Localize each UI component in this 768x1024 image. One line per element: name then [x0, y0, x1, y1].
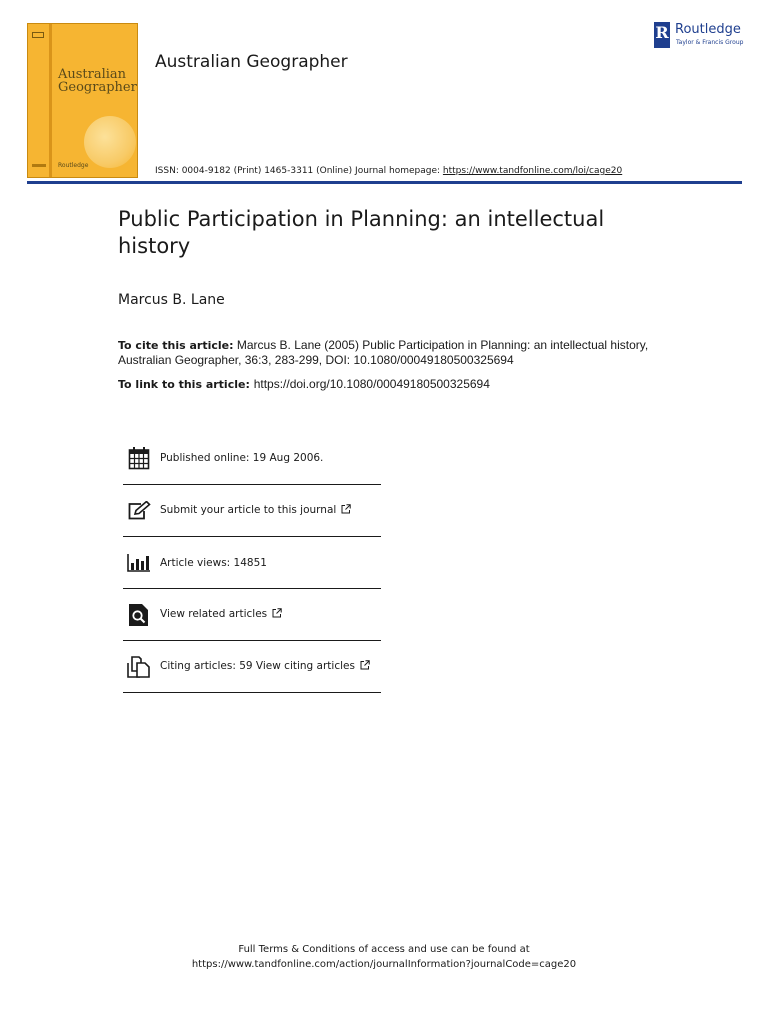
cover-issn-mark — [32, 32, 44, 38]
related-articles-link[interactable] — [160, 608, 282, 621]
external-link-icon — [341, 504, 351, 517]
citation-block — [118, 338, 678, 368]
cover-globe-graphic — [84, 116, 136, 168]
permalink-label: To link to this article: — [118, 378, 254, 391]
publisher-logo-name: Routledge — [675, 22, 741, 37]
related-articles-label: View related articles — [160, 608, 268, 620]
publisher-logo-mark: R — [654, 22, 670, 48]
metric-published — [123, 432, 381, 485]
submit-article-label: Submit your article to this journal — [160, 504, 337, 516]
citing-articles-link[interactable] — [160, 660, 370, 673]
publisher-logo — [654, 22, 744, 50]
article-metrics-list — [123, 432, 381, 693]
issn-line — [155, 166, 622, 176]
submit-article-link[interactable] — [160, 504, 351, 517]
article-views-text: Article views: 14851 — [160, 556, 267, 569]
article-title: Public Participation in Planning: an intellectual history — [118, 207, 605, 258]
article-author: Marcus B. Lane — [118, 292, 225, 308]
edit-icon — [127, 499, 151, 523]
citation-label: To cite this article: — [118, 339, 234, 352]
journal-name: Australian Geographer — [155, 52, 348, 72]
permalink-line — [118, 377, 490, 391]
published-date-text: Published online: 19 Aug 2006. — [160, 452, 324, 464]
header-divider — [27, 181, 742, 184]
cover-publisher: Routledge — [58, 162, 89, 169]
metric-related[interactable] — [123, 589, 381, 641]
external-link-icon — [272, 608, 282, 621]
cover-title: Australian Geographer — [58, 67, 137, 95]
cover-spine — [49, 24, 52, 177]
citing-articles-label: Citing articles: 59 View citing articles — [160, 660, 355, 672]
cover-mini-mark — [32, 164, 46, 167]
issn-text: ISSN: 0004-9182 (Print) 1465-3311 (Online) Journal homepage: — [155, 166, 443, 176]
external-link-icon — [360, 660, 370, 673]
citation-text: Marcus B. Lane (2005) Public Participation in Planning: an intellectual history, Australian Geographer, 36:3, 283-299, DOI: — [118, 338, 649, 367]
publisher-logo-subtitle: Taylor & Francis Group — [676, 39, 744, 46]
calendar-icon — [127, 446, 151, 470]
permalink-url[interactable]: https://doi.org/10.1080/00049180500325694 — [253, 377, 490, 391]
journal-homepage-link[interactable]: https://www.tandfonline.com/loi/cage20 — [442, 166, 623, 176]
metric-submit[interactable] — [123, 485, 381, 537]
journal-cover-image — [27, 23, 138, 178]
metric-views — [123, 537, 381, 589]
terms-footer-url[interactable]: https://www.tandfonline.com/action/journalInformation?journalCode=cage20 — [191, 959, 577, 970]
doi-link[interactable]: 10.1080/00049180500325694 — [353, 353, 514, 367]
search-document-icon — [127, 603, 151, 627]
copy-documents-icon — [127, 655, 151, 679]
terms-footer — [0, 942, 768, 972]
terms-footer-line1: Full Terms & Conditions of access and use can be found at — [238, 944, 530, 955]
bar-chart-icon — [127, 551, 151, 575]
metric-citing[interactable] — [123, 641, 381, 693]
